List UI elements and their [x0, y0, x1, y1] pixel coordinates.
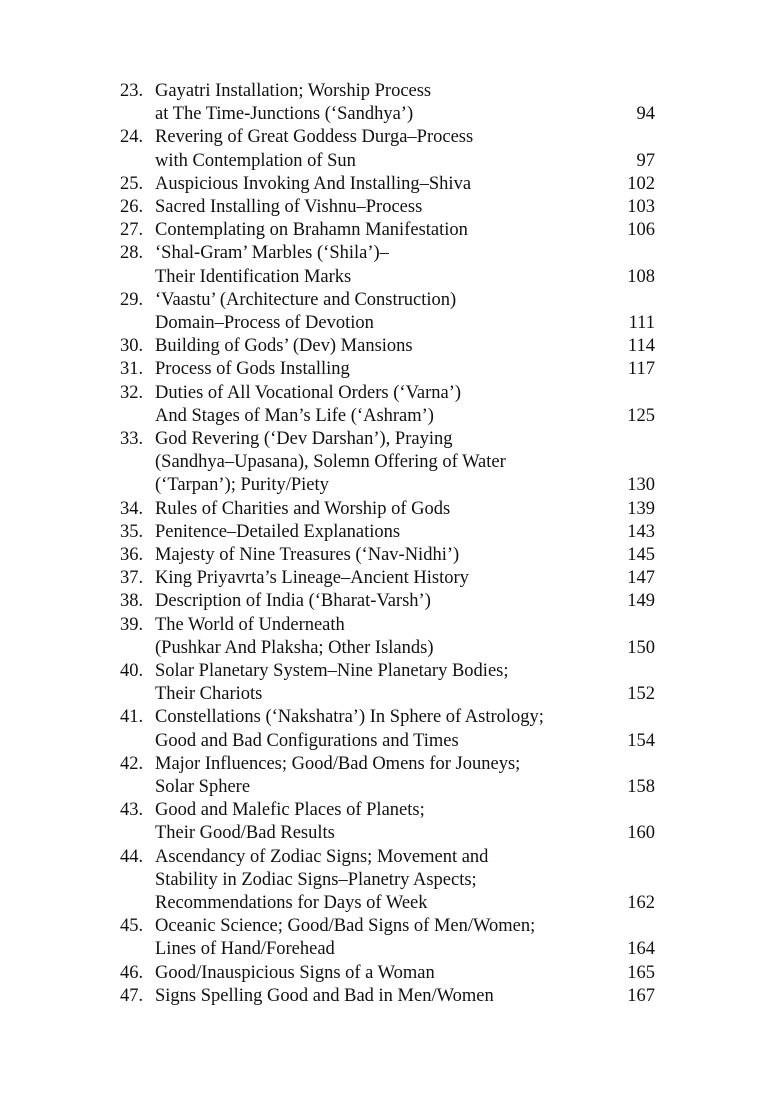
chapter-title: The World of Underneath: [155, 614, 345, 635]
toc-entry-line: [0, 521, 780, 544]
chapter-title: Constellations (‘Nakshatra’) In Sphere of Astrology;: [155, 707, 544, 728]
toc-entry-line: [0, 358, 780, 381]
chapter-title: Good/Inauspicious Signs of a Woman: [155, 962, 435, 983]
chapter-title: Oceanic Science; Good/Bad Signs of Men/Women;: [155, 916, 536, 937]
chapter-number: 35.: [120, 521, 144, 542]
chapter-title: Revering of Great Goddess Durga–Process: [155, 127, 474, 148]
chapter-title: Good and Malefic Places of Planets;: [155, 800, 425, 821]
chapter-title: Stability in Zodiac Signs–Planetry Aspects;: [155, 869, 477, 890]
chapter-number: 36.: [120, 545, 144, 565]
chapter-number: 39.: [120, 614, 144, 635]
page-number: 158: [627, 777, 655, 797]
chapter-number: 46.: [120, 962, 144, 983]
chapter-number: 47.: [120, 985, 144, 1006]
page-number: 149: [627, 591, 655, 612]
toc-entry-line: [0, 150, 780, 173]
chapter-number: 29.: [120, 289, 144, 310]
toc-entry-line: [0, 266, 780, 289]
chapter-title: Rules of Charities and Worship of Gods: [155, 498, 451, 519]
chapter-number: 32.: [120, 382, 144, 403]
chapter-title: Description of India (‘Bharat-Varsh’): [155, 591, 431, 612]
toc-entry-line: [0, 706, 780, 729]
chapter-number: 44.: [120, 846, 144, 867]
page-number: 139: [627, 498, 655, 519]
chapter-title: Their Identification Marks: [155, 266, 352, 287]
toc-entry-line: [0, 683, 780, 706]
toc-entry-line: [0, 335, 780, 358]
page-number: 103: [627, 197, 655, 217]
toc-entry-line: [0, 660, 780, 683]
toc-entry-line: [0, 126, 780, 149]
page-number: 167: [627, 985, 655, 1006]
toc-entry-line: [0, 382, 780, 405]
chapter-title: Their Good/Bad Results: [155, 823, 335, 844]
chapter-title: (Pushkar And Plaksha; Other Islands): [155, 637, 434, 658]
chapter-title: Solar Sphere: [155, 777, 251, 797]
toc-entry-line: [0, 103, 780, 126]
page-number: 94: [636, 104, 655, 125]
chapter-title: Their Chariots: [155, 684, 263, 705]
chapter-title: Signs Spelling Good and Bad in Men/Women: [155, 985, 494, 1006]
chapter-number: 42.: [120, 753, 144, 774]
chapter-number: 40.: [120, 661, 144, 681]
chapter-title: with Contemplation of Sun: [155, 150, 356, 171]
page-number: 143: [627, 521, 655, 542]
toc-entry-line: [0, 637, 780, 660]
toc-entry-line: [0, 451, 780, 474]
chapter-number: 41.: [120, 707, 144, 728]
chapter-number: 30.: [120, 336, 144, 357]
page-number: 164: [627, 939, 655, 960]
toc-entry-line: [0, 405, 780, 428]
chapter-number: 28.: [120, 243, 144, 264]
toc-entry-line: [0, 567, 780, 590]
toc-entry-line: [0, 938, 780, 961]
chapter-title: ‘Shal-Gram’ Marbles (‘Shila’)–: [155, 243, 389, 264]
toc-entry-line: [0, 544, 780, 567]
toc-entry-line: [0, 962, 780, 985]
chapter-title: Process of Gods Installing: [155, 359, 350, 380]
chapter-title: at The Time-Junctions (‘Sandhya’): [155, 104, 414, 125]
chapter-number: 24.: [120, 127, 144, 148]
toc-entry-line: [0, 242, 780, 265]
chapter-title: Penitence–Detailed Explanations: [155, 521, 401, 542]
toc-entry-line: [0, 799, 780, 822]
toc-entry-line: [0, 428, 780, 451]
chapter-number: 38.: [120, 591, 144, 612]
toc-entry-line: [0, 289, 780, 312]
chapter-title: Sacred Installing of Vishnu–Process: [155, 197, 423, 217]
toc-entry-line: [0, 753, 780, 776]
toc-entry-line: [0, 173, 780, 196]
toc-entry-line: [0, 985, 780, 1008]
chapter-title: God Revering (‘Dev Darshan’), Praying: [155, 429, 453, 449]
chapter-title: Good and Bad Configurations and Times: [155, 730, 459, 751]
chapter-number: 26.: [120, 197, 144, 217]
chapter-number: 31.: [120, 359, 144, 380]
toc-entry-line: [0, 822, 780, 845]
toc-entry-line: [0, 730, 780, 753]
toc-entry-line: [0, 196, 780, 219]
chapter-number: 37.: [120, 568, 144, 589]
toc-entry-line: [0, 590, 780, 613]
page-number: 150: [627, 637, 655, 658]
chapter-title: King Priyavrta’s Lineage–Ancient History: [155, 568, 469, 589]
toc-entry-line: [0, 614, 780, 637]
page-number: 117: [627, 359, 655, 380]
toc-entry-line: [0, 776, 780, 799]
chapter-title: (Sandhya–Upasana), Solemn Offering of Water: [155, 452, 506, 473]
toc-entry-line: [0, 80, 780, 103]
page-number: 114: [627, 336, 655, 357]
toc-entry-line: [0, 892, 780, 915]
page-number: 147: [627, 568, 655, 589]
chapter-title: Solar Planetary System–Nine Planetary Bodies;: [155, 661, 509, 681]
page-number: 125: [627, 405, 655, 426]
page-number: 130: [627, 475, 655, 496]
chapter-title: Auspicious Invoking And Installing–Shiva: [155, 173, 472, 194]
chapter-title: Majesty of Nine Treasures (‘Nav-Nidhi’): [155, 545, 460, 565]
chapter-title: Building of Gods’ (Dev) Mansions: [155, 336, 413, 357]
page-number: 106: [627, 220, 655, 241]
page-number: 162: [627, 893, 655, 913]
chapter-number: 43.: [120, 800, 144, 821]
chapter-number: 33.: [120, 429, 144, 449]
page-number: 165: [627, 962, 655, 983]
page-number: 102: [627, 173, 655, 194]
chapter-title: Domain–Process of Devotion: [155, 313, 374, 333]
chapter-title: Lines of Hand/Forehead: [155, 939, 335, 960]
chapter-title: Major Influences; Good/Bad Omens for Jouneys;: [155, 753, 521, 774]
chapter-title: Contemplating on Brahamn Manifestation: [155, 220, 468, 241]
toc-entry-line: [0, 312, 780, 335]
toc-entry-line: [0, 498, 780, 521]
toc-entry-line: [0, 915, 780, 938]
page-number: 152: [627, 684, 655, 705]
chapter-number: 45.: [120, 916, 144, 937]
chapter-number: 27.: [120, 220, 144, 241]
toc-entry-line: [0, 474, 780, 497]
chapter-title: Duties of All Vocational Orders (‘Varna’): [155, 382, 462, 403]
chapter-number: 23.: [120, 81, 144, 101]
page-number: 97: [636, 150, 655, 171]
page-number: 160: [627, 823, 655, 844]
page-number: 108: [627, 266, 655, 287]
chapter-number: 34.: [120, 498, 144, 519]
page-number: 145: [627, 545, 655, 565]
toc-entry-line: [0, 219, 780, 242]
chapter-title: Ascendancy of Zodiac Signs; Movement and: [155, 846, 489, 867]
chapter-title: (‘Tarpan’); Purity/Piety: [155, 475, 329, 496]
chapter-title: And Stages of Man’s Life (‘Ashram’): [155, 405, 434, 426]
toc-entry-line: [0, 869, 780, 892]
chapter-title: Recommendations for Days of Week: [155, 893, 428, 913]
toc-entry-line: [0, 846, 780, 869]
chapter-title: ‘Vaastu’ (Architecture and Construction): [155, 289, 457, 310]
page-number: 154: [627, 730, 655, 751]
page-number: 111: [628, 313, 655, 333]
chapter-title: Gayatri Installation; Worship Process: [155, 81, 432, 101]
chapter-number: 25.: [120, 173, 144, 194]
